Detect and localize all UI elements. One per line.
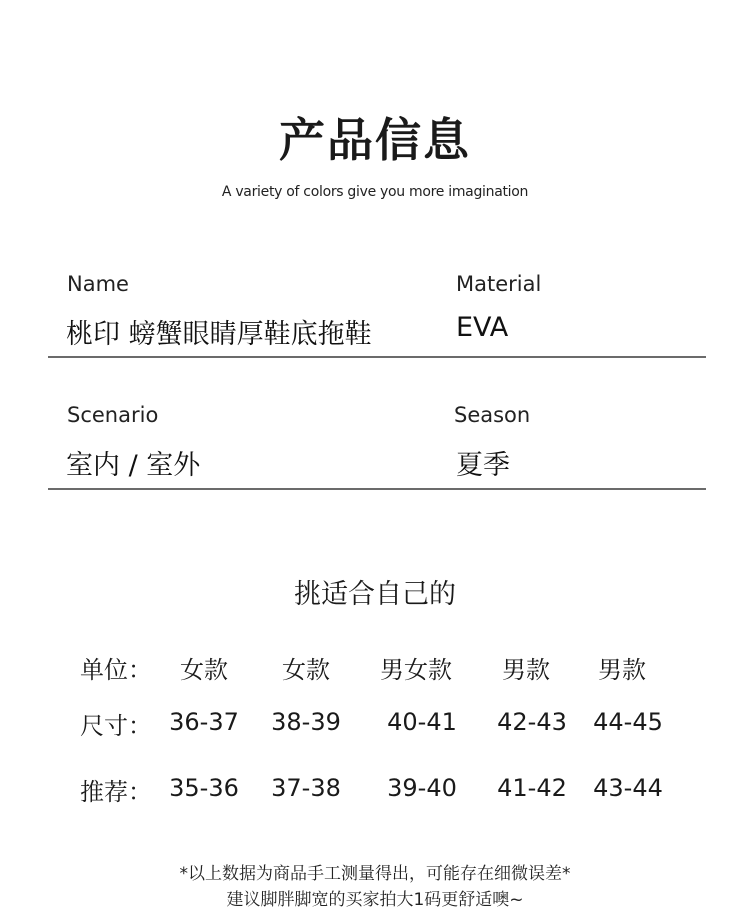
table-cell: 44-45 xyxy=(593,708,663,736)
table-cell: 42-43 xyxy=(497,708,567,736)
page-title: 产品信息 xyxy=(279,113,471,167)
row-label-size: 尺寸： xyxy=(80,712,152,740)
season-value: 夏季 xyxy=(456,450,510,481)
table-cell: 36-37 xyxy=(169,708,239,736)
name-label: Name xyxy=(67,272,129,296)
info-divider-1 xyxy=(48,356,706,358)
material-label: Material xyxy=(456,272,542,296)
page-subtitle: A variety of colors give you more imagination xyxy=(221,184,529,200)
table-cell: 43-44 xyxy=(593,774,663,802)
table-cell: 39-40 xyxy=(387,774,457,802)
table-cell: 男款 xyxy=(598,656,646,684)
table-cell: 女款 xyxy=(180,656,228,684)
scenario-value: 室内 / 室外 xyxy=(66,450,201,481)
info-divider-2 xyxy=(48,488,706,490)
table-cell: 35-36 xyxy=(169,774,239,802)
table-cell: 女款 xyxy=(282,656,330,684)
material-value: EVA xyxy=(456,312,509,343)
row-label-unit: 单位： xyxy=(80,656,152,684)
table-cell: 40-41 xyxy=(387,708,457,736)
table-cell: 男款 xyxy=(502,656,550,684)
sizing-advice-note: 建议脚胖脚宽的买家拍大1码更舒适噢~ xyxy=(226,890,524,910)
table-cell: 37-38 xyxy=(271,774,341,802)
table-cell: 男女款 xyxy=(380,656,452,684)
table-cell: 41-42 xyxy=(497,774,567,802)
season-label: Season xyxy=(454,403,531,427)
scenario-label: Scenario xyxy=(67,403,159,427)
measurement-note: *以上数据为商品手工测量得出，可能存在细微误差* xyxy=(179,864,571,884)
size-heading: 挑适合自己的 xyxy=(294,579,456,610)
name-value: 桃印 螃蟹眼睛厚鞋底拖鞋 xyxy=(66,319,372,350)
table-cell: 38-39 xyxy=(271,708,341,736)
row-label-recommend: 推荐： xyxy=(80,778,152,806)
